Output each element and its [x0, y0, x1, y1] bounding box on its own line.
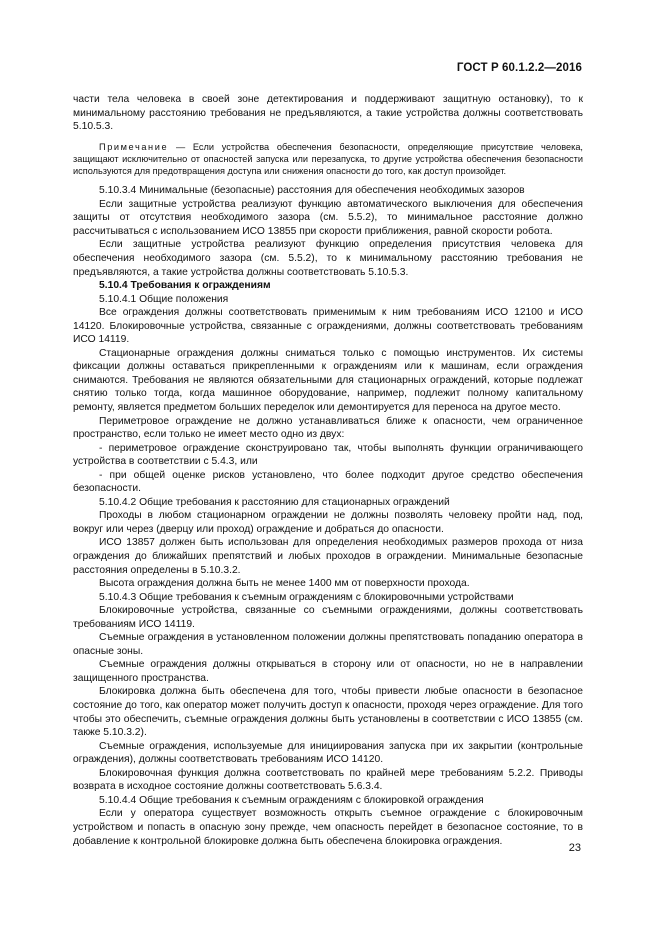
- note: [73, 141, 583, 178]
- section-heading: 5.10.4.4 Общие требования к съемным ограждениям с блокировкой ограждения: [99, 794, 484, 806]
- paragraph: Съемные ограждения, используемые для инициирования запуска при их закрытии (контрольные ограждения), должны соответствовать требованиям ИСО 14120.: [73, 740, 583, 766]
- paragraph: Съемные ограждения в установленном положении должны препятствовать попаданию оператора в опасные зоны.: [73, 632, 583, 657]
- paragraph-continuation: части тела человека в своей зоне детектирования и поддерживают защитную остановку), то к минимальному расстоянию требования не предъявляются, а такие устройства должны соответствовать 5.10.5.3.: [73, 94, 583, 133]
- document-header: ГОСТ Р 60.1.2.2—2016: [456, 62, 582, 74]
- section-heading: 5.10.4.1 Общие положения: [99, 293, 229, 305]
- note-text: — Если устройства обеспечения безопасности, определяющие присутствие человека, защищают исключительно от опасностей запуска или перезапуска, то другие устройства обеспечения безопасности используются для предотвращения доступа или снижения опасности до того, как доступ произойдет.: [73, 141, 583, 177]
- paragraph: Высота ограждения должна быть не менее 1400 мм от поверхности прохода.: [99, 578, 470, 590]
- section-heading-bold: 5.10.4 Требования к ограждениям: [99, 280, 271, 292]
- paragraph: Блокировка должна быть обеспечена для того, чтобы привести любые опасности в безопасное состояние до того, как оператор может получить доступ к опасности, проходя через ограждение. Для того чтобы это обеспечить, съемные ограждения должны быть установлены в соответствии с ИСО 13855 (см. также 5.10.3.2).: [73, 686, 583, 739]
- paragraph: Если у оператора существует возможность открыть съемное ограждение с блокировочным устройством и попасть в опасную зону прежде, чем опасность перейдет в безопасное состояние, то в добавление к контрольной блокировке должна быть обеспечена блокировка ограждения.: [73, 808, 583, 847]
- note-label: Примечание: [99, 141, 169, 152]
- paragraph: ИСО 13857 должен быть использован для определения необходимых размеров прохода от низа ограждения до ближайших препятствий и любых проходов в ограждении. Минимальные безопасные расстояния определены в 5.10.3.2.: [73, 537, 583, 576]
- section-heading: 5.10.4.3 Общие требования к съемным ограждениям с блокировочными устройствами: [99, 591, 514, 603]
- page-number: 23: [568, 842, 581, 854]
- paragraph: Блокировочные устройства, связанные со съемными ограждениями, должны соответствовать требованиям ИСО 14119.: [73, 605, 583, 630]
- list-item: - при общей оценке рисков установлено, что более подходит другое средство обеспечения безопасности.: [73, 469, 583, 495]
- paragraph: Если защитные устройства реализуют функцию автоматического выключения для обеспечения защиты от отсутствия необходимого зазора (см. 5.5.2), то минимальное расстояние должно рассчитываться с использованием ИСО 13855 при скорости приближения, равной скорости робота.: [73, 198, 583, 237]
- paragraph: Стационарные ограждения должны сниматься только с помощью инструментов. Их системы фиксации должны оставаться прикрепленными к ограждениям или к машинам, если ограждения снимаются. Требования не являются обязательными для стационарных ограждений, которые подлежат снятию только тогда, когда машинное оборудование, например, подлежит полному капитальному ремонту, является предметом больших переделок или демонтируется для переноса на другое место.: [73, 347, 583, 413]
- paragraph: Проходы в любом стационарном ограждении не должны позволять человеку пройти над, под, вокруг или через (дверцу или проход) ограждение и добраться до опасности.: [73, 510, 583, 535]
- paragraph: Периметровое ограждение не должно устанавливаться ближе к опасности, чем ограниченное пространство, если только не имеет место одно из двух:: [73, 415, 583, 441]
- paragraph: Если защитные устройства реализуют функцию определения присутствия человека для обеспечения необходимого зазора (см. 5.5.2), то к минимальному расстоянию требования не предъявляются, а такие устройства должны соответствовать 5.10.5.3.: [73, 239, 583, 278]
- paragraph: Съемные ограждения должны открываться в сторону или от опасности, но не в направлении защищенного пространства.: [73, 659, 583, 684]
- page-content: [73, 93, 583, 848]
- paragraph: Блокировочная функция должна соответствовать по крайней мере требованиям 5.2.2. Приводы возврата в исходное состояние должны соответствовать 5.6.3.4.: [73, 767, 583, 793]
- paragraph: Все ограждения должны соответствовать применимым к ним требованиям ИСО 12100 и ИСО 14120. Блокировочные устройства, связанные с ограждениями, должны соответствовать требованиям ИСО 14119.: [73, 307, 583, 346]
- section-heading: 5.10.4.2 Общие требования к расстоянию для стационарных ограждений: [99, 496, 450, 508]
- list-item: - периметровое ограждение сконструировано так, чтобы выполнять функции ограничивающего устройства в соответствии с 5.4.3, или: [73, 442, 583, 468]
- section-heading: 5.10.3.4 Минимальные (безопасные) расстояния для обеспечения необходимых зазоров: [99, 185, 525, 197]
